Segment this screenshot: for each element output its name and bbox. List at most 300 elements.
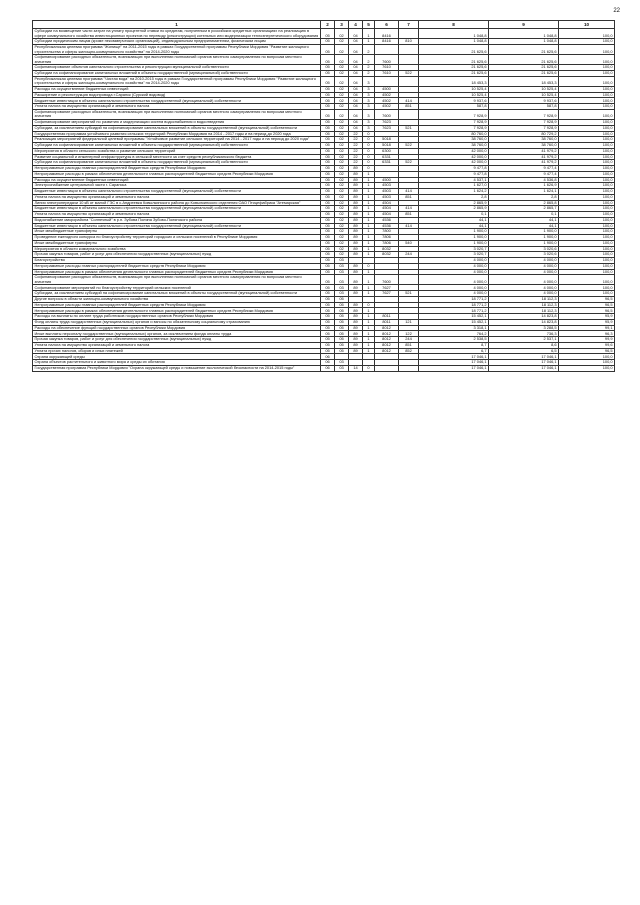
row-actual: 10 525,4 [489,86,559,92]
row-expense-type: 414 [399,223,419,229]
row-subprogram: 0 [363,131,375,137]
row-plan: 42 000,0 [419,148,489,154]
row-subsection: 02 [335,131,349,137]
row-expense-type [399,365,419,371]
row-percent: 100,0 [559,194,615,200]
row-subsection: 02 [335,217,349,223]
row-subsection: 02 [335,154,349,160]
row-percent: 96,5 [559,308,615,314]
row-subprogram: 1 [363,206,375,212]
row-subprogram: 1 [363,177,375,183]
row-target [375,76,399,86]
row-plan: 8,7 [419,342,489,348]
row-subprogram: 1 [363,212,375,218]
row-subsection: 03 [335,291,349,297]
row-expense-type: 851 [399,212,419,218]
row-program: 89 [349,325,363,331]
row-section: 05 [321,131,335,137]
row-subprogram: 0 [363,137,375,143]
row-percent: 100,0 [559,229,615,235]
row-subprogram: 2 [363,55,375,65]
row-subprogram: 3 [363,109,375,119]
row-section: 05 [321,71,335,77]
row-subprogram: 1 [363,194,375,200]
row-name: Уплата налога на имущество организаций и земельного налога [33,342,321,348]
row-name: Уплата прочих налогов, сборов и иных платежей [33,348,321,354]
row-expense-type: 414 [399,206,419,212]
row-expense-type: 521 [399,125,419,131]
row-program: 14 [349,365,363,371]
row-percent: 100,0 [559,200,615,206]
row-name: Расширение и реконструкция водопровода г.Саранск (Сурский водовод) [33,92,321,98]
row-target: 7600 [375,55,399,65]
table-row [33,365,615,371]
row-plan: 21 625,6 [419,71,489,77]
row-section: 05 [321,235,335,241]
row-subprogram: 1 [363,291,375,297]
row-percent: 100,0 [559,360,615,366]
row-subprogram: 2 [363,71,375,77]
row-subsection: 05 [335,308,349,314]
row-target: 8012 [375,348,399,354]
row-subsection: 02 [335,45,349,55]
row-subprogram: 1 [363,331,375,337]
row-actual: 21 625,6 [489,45,559,55]
row-name: Проведение ежегодного конкурса по благоустройству территорий городских и сельских поселений в Республике Мордовия [33,235,321,241]
row-name: Софинансирование мероприятий по благоустройству территорий сельских поселений [33,285,321,291]
row-program: 04 [349,86,363,92]
row-name: Иные межбюджетные трансферты [33,240,321,246]
row-subsection: 05 [335,342,349,348]
row-target: 4500 [375,86,399,92]
row-name: Субсидии на софинансирование капитальных вложений в объекты государственной (муниципальной) собственности [33,160,321,166]
row-subprogram: 1 [363,285,375,291]
row-percent: 100,0 [559,183,615,189]
row-subsection: 02 [335,137,349,143]
row-subsection: 03 [335,275,349,285]
row-actual: 1 900,0 [489,229,559,235]
row-target: 5018 [375,143,399,149]
row-subprogram: 1 [363,200,375,206]
row-percent: 100,0 [559,137,615,143]
row-name: Электроснабжение центральной части г. Саранска [33,183,321,189]
row-name: Уплата налога на имущество организаций и земельного налога [33,104,321,110]
row-subsection: 02 [335,189,349,195]
row-program: 89 [349,206,363,212]
row-plan: 1 624,2 [419,189,489,195]
row-section: 05 [321,296,335,302]
row-name: Непрограммные расходы в рамках обеспечения деятельности главных распорядителей бюджетных средств Республики Мордовия [33,308,321,314]
row-subprogram: 1 [363,275,375,285]
row-expense-type [399,55,419,65]
row-plan: 4 000,0 [419,285,489,291]
row-actual: 18 112,3 [489,296,559,302]
row-percent: 100,0 [559,252,615,258]
row-subprogram: 0 [363,160,375,166]
row-plan: 21 625,6 [419,65,489,71]
row-expense-type [399,45,419,55]
row-program: 04 [349,92,363,98]
row-percent: 100,0 [559,131,615,137]
row-subprogram: 3 [363,86,375,92]
row-subsection: 05 [335,319,349,325]
row-program: 89 [349,177,363,183]
row-name: Государственная программа Республики Мордовия "Охрана окружающей среды и повышение экологической безопасности на 2014-2015 годы" [33,365,321,371]
row-plan: 17 046,1 [419,365,489,371]
row-subprogram: 3 [363,125,375,131]
row-percent: 96,5 [559,302,615,308]
row-name: Уплата налога на имущество организаций и земельного налога [33,212,321,218]
row-section: 05 [321,120,335,126]
row-name: Линия электропередачи 10 кВ от малой ГЭС в с.Андреевка Ковылкинского района до Ковылкинского отделения ОАО Птицефабрика "Атемарская" [33,200,321,206]
row-target: 4503 [375,194,399,200]
row-actual: 2 865,8 [489,200,559,206]
row-actual: 17 046,1 [489,365,559,371]
row-expense-type: 414 [399,189,419,195]
row-name: Субсидии на возмещение части затрат на уплату процентной ставки по кредитам, полученным в российских кредитных организациях на реализацию в сфере коммунального хозяйства инвестиционных проектов по переводу (реконструкции) котельных или модернизации теплоэнергетического оборудования [33,29,321,39]
row-actual: 7 928,9 [489,120,559,126]
row-section: 05 [321,166,335,172]
row-percent: 100,0 [559,291,615,297]
row-section: 05 [321,183,335,189]
row-expense-type: 522 [399,160,419,166]
row-subprogram: 0 [363,263,375,269]
row-name: Водоснабжение микрорайона "Солнечный" в р.п. Зубова Поляна Зубово-Полянского района [33,217,321,223]
row-section: 05 [321,65,335,71]
row-expense-type [399,109,419,119]
row-subsection: 03 [335,360,349,366]
row-program: 89 [349,240,363,246]
row-target [375,45,399,55]
row-subprogram: 1 [363,235,375,241]
row-section: 05 [321,314,335,320]
row-program: 89 [349,319,363,325]
row-percent: 100,0 [559,65,615,71]
row-subprogram: 1 [363,319,375,325]
row-target [375,365,399,371]
row-subprogram: 1 [363,246,375,252]
table-body [33,29,615,372]
row-program: 22 [349,143,363,149]
row-section: 05 [321,342,335,348]
row-percent: 100,0 [559,39,615,45]
row-subsection: 02 [335,194,349,200]
row-percent: 100,0 [559,71,615,77]
row-target: 4503 [375,189,399,195]
row-actual: 4 000,0 [489,263,559,269]
row-target: 8032 [375,246,399,252]
row-subprogram: 3 [363,104,375,110]
col-header: 4 [349,21,363,29]
row-target: 8011 [375,314,399,320]
row-percent: 100,0 [559,235,615,241]
row-program: 89 [349,235,363,241]
row-program: 89 [349,217,363,223]
row-program: 04 [349,39,363,45]
row-subsection: 02 [335,177,349,183]
row-expense-type: 122 [399,331,419,337]
row-section: 05 [321,55,335,65]
row-percent: 99,9 [559,337,615,343]
row-target: 8011 [375,319,399,325]
row-name: Софинансирование объектов капитального строительства и реконструкции муниципальной собственности [33,65,321,71]
row-actual: 7 928,9 [489,125,559,131]
row-name: Прочая закупка товаров, работ и услуг для обеспечения государственных (муниципальных) нужд [33,337,321,343]
row-target: 8416 [375,29,399,39]
row-actual: 736,3 [489,331,559,337]
row-section: 05 [321,263,335,269]
col-header: 7 [399,21,419,29]
row-plan: 21 625,6 [419,45,489,55]
col-header: 6 [375,21,399,29]
row-program: 89 [349,166,363,172]
row-name: Охрана окружающей среды [33,354,321,360]
row-name: Софинансирование расходных обязательств, возникающих при выполнении полномочий органов местного самоуправления по вопросам местного значения [33,275,321,285]
row-subprogram: 3 [363,76,375,86]
row-subsection: 02 [335,109,349,119]
row-program: 89 [349,342,363,348]
row-section: 05 [321,206,335,212]
row-program: 89 [349,337,363,343]
row-name: Охрана объектов растительного и животного мира и среды их обитания [33,360,321,366]
row-section: 05 [321,291,335,297]
row-section: 05 [321,189,335,195]
row-target: 4504 [375,200,399,206]
row-name: Субсидии, за исключением субсидий на софинансирование капитальных вложений в объекты государственной (муниципальной) собственности [33,291,321,297]
row-subsection: 02 [335,206,349,212]
row-section: 06 [321,354,335,360]
row-percent: 100,0 [559,365,615,371]
row-subprogram: 0 [363,302,375,308]
row-section: 05 [321,45,335,55]
row-subsection: 02 [335,71,349,77]
row-subsection: 02 [335,86,349,92]
row-plan: 42 000,0 [419,160,489,166]
row-percent: 100,0 [559,246,615,252]
row-subsection: 02 [335,148,349,154]
row-section: 05 [321,154,335,160]
row-plan: 1 900,0 [419,240,489,246]
row-program: 89 [349,212,363,218]
row-actual: 1 048,8 [489,39,559,45]
row-name: Субсидии на софинансирование капитальных вложений в объекты государственной (муниципальной) собственности [33,71,321,77]
row-plan: 1 627,0 [419,183,489,189]
row-plan: 9 477,8 [419,166,489,172]
row-subprogram: 1 [363,171,375,177]
row-plan: 587,8 [419,104,489,110]
row-percent: 100,0 [559,177,615,183]
row-section: 05 [321,29,335,39]
row-target: 8012 [375,337,399,343]
row-program: 89 [349,348,363,354]
row-section: 05 [321,217,335,223]
row-subsection: 05 [335,325,349,331]
row-program: 89 [349,308,363,314]
row-actual: 9 477,4 [489,166,559,172]
row-name: Субсидии, за исключением субсидий на софинансирование капитальных вложений в объекты государственной (муниципальной) собственности [33,125,321,131]
row-plan: 1 900,0 [419,229,489,235]
row-subsection: 02 [335,252,349,258]
row-plan: 4 000,0 [419,291,489,297]
col-header: 8 [419,21,489,29]
row-name: Субсидии на софинансирование капитальных вложений в объекты государственной (муниципальной) собственности [33,143,321,149]
row-program: 89 [349,331,363,337]
row-percent: 100,0 [559,269,615,275]
row-target: 7600 [375,109,399,119]
row-name: Субсидии юридическим лицам (кроме некоммерческих организаций), индивидуальным предпринимателям, физическим лицам [33,39,321,45]
row-percent: 100,0 [559,109,615,119]
row-percent: 100,0 [559,55,615,65]
row-actual: 17 046,1 [489,360,559,366]
row-subsection: 02 [335,29,349,39]
row-plan: 18 453,3 [419,76,489,86]
row-program: 04 [349,65,363,71]
row-program: 89 [349,229,363,235]
row-program: 04 [349,45,363,55]
row-section: 05 [321,137,335,143]
row-plan: 9 937,6 [419,98,489,104]
col-header: 1 [33,21,321,29]
row-plan: 15 452,1 [419,314,489,320]
row-subsection: 05 [335,331,349,337]
row-percent: 100,0 [559,171,615,177]
row-subsection: 02 [335,235,349,241]
row-program: 89 [349,285,363,291]
row-plan: 42 000,0 [419,154,489,160]
row-program: 22 [349,131,363,137]
row-subsection: 02 [335,246,349,252]
row-name: Бюджетные инвестиции в объекты капитального строительства государственной (муниципальной) собственности [33,223,321,229]
row-plan: 4 000,0 [419,269,489,275]
row-program: 04 [349,76,363,86]
row-percent: 100,0 [559,125,615,131]
row-expense-type: 851 [399,342,419,348]
row-program: 89 [349,252,363,258]
table-row [33,109,615,119]
row-plan: 3 020,7 [419,252,489,258]
col-header: 9 [489,21,559,29]
row-section: 05 [321,348,335,354]
row-subprogram: 1 [363,217,375,223]
row-plan: 44,1 [419,217,489,223]
row-actual: 4 000,0 [489,269,559,275]
row-percent: 100,0 [559,354,615,360]
row-section: 05 [321,285,335,291]
row-percent: 100,0 [559,206,615,212]
row-program: 89 [349,314,363,320]
row-subprogram: 1 [363,314,375,320]
row-program: 04 [349,125,363,131]
row-subprogram: 3 [363,98,375,104]
row-plan: 6,7 [419,348,489,354]
row-name: Софинансирование мероприятий по развитию и модернизации систем водоснабжения и водоотведения [33,120,321,126]
row-name: Бюджетные инвестиции в объекты капитального строительства государственной (муниципальной) собственности [33,206,321,212]
row-plan: 38 760,0 [419,143,489,149]
row-target: 7600 [375,275,399,285]
row-section: 05 [321,177,335,183]
row-actual: 2,8 [489,194,559,200]
row-subsection: 02 [335,55,349,65]
row-actual: 17 046,1 [489,354,559,360]
row-actual: 21 625,6 [489,71,559,77]
row-plan: 4 000,0 [419,258,489,264]
row-actual: 6,5 [489,348,559,354]
row-actual: 1 900,0 [489,235,559,241]
row-target: 6331 [375,160,399,166]
row-plan: 2 865,9 [419,200,489,206]
row-section: 05 [321,325,335,331]
row-expense-type [399,29,419,39]
row-percent: 100,0 [559,29,615,39]
row-name: Республиканская целевая программа "Чистая вода" на 2010-2015 годы в рамках Государственной программы Республики Мордовия "Развитие жилищного строительства и сферы жилищно-коммунального хозяйства" на 2014-2020 годы [33,76,321,86]
row-plan: 18 771,2 [419,296,489,302]
row-program: 89 [349,183,363,189]
row-section: 05 [321,76,335,86]
row-name: Другие вопросы в области жилищно-коммунального хозяйства [33,296,321,302]
row-subsection: 05 [335,302,349,308]
row-actual: 10 525,4 [489,92,559,98]
row-percent: 100,0 [559,45,615,55]
row-percent: 100,0 [559,212,615,218]
row-percent: 100,0 [559,217,615,223]
row-actual: 80 729,2 [489,131,559,137]
row-subprogram: 1 [363,183,375,189]
row-subprogram: 2 [363,65,375,71]
row-plan: 1 900,0 [419,235,489,241]
row-percent: 99,6 [559,342,615,348]
row-subsection: 03 [335,263,349,269]
row-percent: 100,0 [559,166,615,172]
row-target: 7806 [375,235,399,241]
row-percent: 95,9 [559,314,615,320]
row-percent: 100,0 [559,285,615,291]
row-actual: 18 112,3 [489,302,559,308]
row-subprogram: 0 [363,166,375,172]
row-target: 4504 [375,212,399,218]
row-subsection: 05 [335,314,349,320]
row-subsection: 02 [335,125,349,131]
row-subsection: 02 [335,76,349,86]
row-subsection: 05 [335,296,349,302]
table-row [33,275,615,285]
row-section: 05 [321,194,335,200]
row-expense-type: 244 [399,252,419,258]
row-section: 05 [321,252,335,258]
row-subprogram: 1 [363,39,375,45]
row-section: 05 [321,229,335,235]
row-target: 4500 [375,177,399,183]
col-header: 5 [363,21,375,29]
row-percent: 100,0 [559,104,615,110]
row-actual: 3 020,6 [489,246,559,252]
row-program: 89 [349,189,363,195]
row-section: 05 [321,109,335,119]
row-section: 05 [321,212,335,218]
row-program: 22 [349,154,363,160]
row-actual: 7 928,9 [489,109,559,119]
row-section: 05 [321,319,335,325]
row-section: 06 [321,360,335,366]
row-percent: 100,0 [559,143,615,149]
table-row [33,45,615,55]
col-header: 10 [559,21,615,29]
row-subsection: 02 [335,229,349,235]
row-percent: 100,0 [559,275,615,285]
row-name: Мероприятия в области сельского хозяйства и развитие сельских территорий [33,148,321,154]
row-subprogram: 1 [363,348,375,354]
row-program: 89 [349,291,363,297]
row-expense-type [399,275,419,285]
